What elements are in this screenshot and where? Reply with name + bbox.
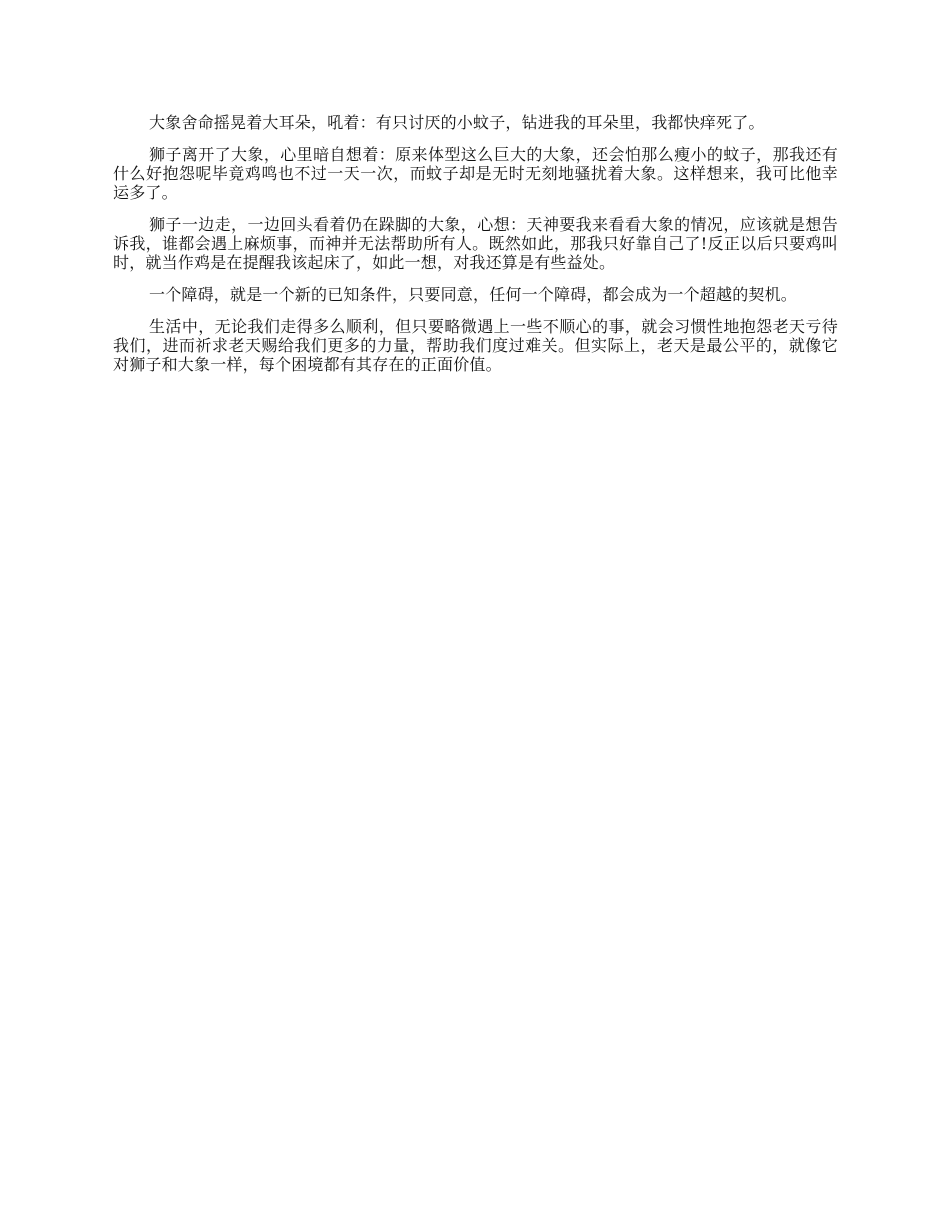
paragraph-5: 生活中，无论我们走得多么顺利，但只要略微遇上一些不顺心的事，就会习惯性地抱怨老天亏待我们，进而祈求老天赐给我们更多的力量，帮助我们度过难关。但实际上，老天是最公平的，就像它对狮子和大象一样，每个困境都有其存在的正面价值。 xyxy=(113,317,838,374)
document-page xyxy=(113,113,838,387)
paragraph-4: 一个障碍，就是一个新的已知条件，只要同意，任何一个障碍，都会成为一个超越的契机。 xyxy=(149,285,798,304)
paragraph-1: 大象舍命摇晃着大耳朵，吼着：有只讨厌的小蚊子，钻进我的耳朵里，我都快痒死了。 xyxy=(149,113,765,132)
paragraph-2: 狮子离开了大象，心里暗自想着：原来体型这么巨大的大象，还会怕那么瘦小的蚊子，那我还有什么好抱怨呢毕竟鸡鸣也不过一天一次，而蚊子却是无时无刻地骚扰着大象。这样想来，我可比他幸运多了。 xyxy=(113,145,838,202)
paragraph-3: 狮子一边走，一边回头看着仍在跺脚的大象，心想：天神要我来看看大象的情况，应该就是想告诉我，谁都会遇上麻烦事，而神并无法帮助所有人。既然如此，那我只好靠自己了!反正以后只要鸡叫时，就当作鸡是在提醒我该起床了，如此一想，对我还算是有些益处。 xyxy=(113,215,838,272)
